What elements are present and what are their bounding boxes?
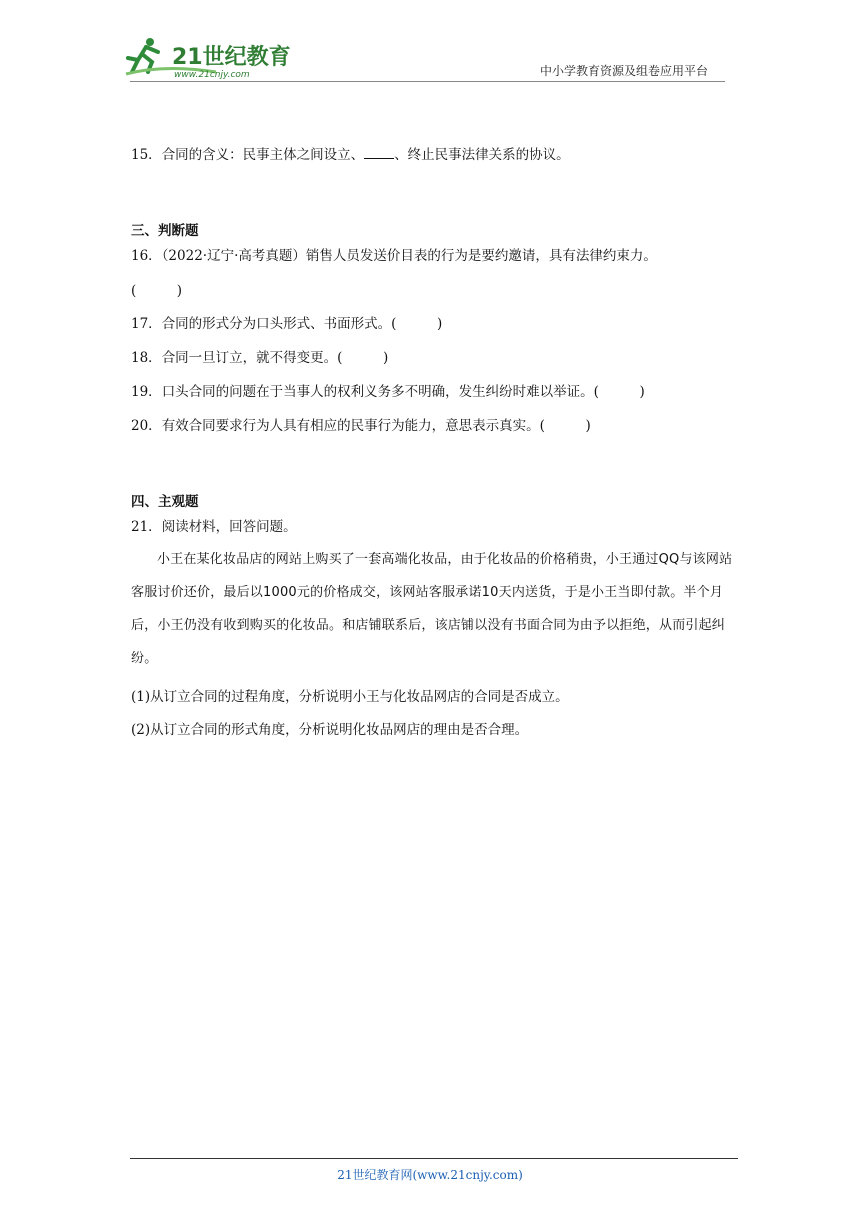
section-title-judgement: 三、判断题 [131,223,199,239]
question-15 [131,146,570,164]
answer-paren: ( ) [131,283,183,299]
question-20 [131,417,591,435]
sub-question-1: (1)从订立合同的过程角度，分析说明小王与化妆品网店的合同是否成立。 [131,689,569,705]
question-17 [131,315,442,333]
reading-material: 小王在某化妆品店的网站上购买了一套高端化妆品，由于化妆品的价格稍贵，小王通过QQ与该网站客服讨价还价，最后以1000元的价格成交，该网站客服承诺10天内送货，于是小王当即付款。半个月后，小王仍没有收到购买的化妆品。和店铺联系后，该店铺以没有书面合同为由予以拒绝，从而引起纠纷。 [131,552,733,666]
question-21 [131,518,297,536]
logo [124,34,294,82]
question-number: 21． [131,519,162,535]
question-text: 口头合同的问题在于当事人的权利义务多不明确，发生纠纷时难以举证。( ) [161,384,645,400]
question-text: （2022·辽宁·高考真题）销售人员发送价目表的行为是要约邀请，具有法律约束力。 [161,248,657,264]
logo-url-text: www.21cnjy.com [174,70,250,80]
question-number: 16． [131,248,162,264]
question-text: 阅读材料，回答问题。 [161,519,297,535]
question-text: 合同的形式分为口头形式、书面形式。( ) [161,316,443,332]
question-text: 合同一旦订立，就不得变更。( ) [161,350,389,366]
footer-link[interactable]: 21世纪教育网(www.21cnjy.com) [337,1168,523,1182]
question-19 [131,383,645,401]
header-divider [130,81,725,82]
question-text: 有效合同要求行为人具有相应的民事行为能力，意思表示真实。( ) [161,418,591,434]
fill-blank [364,146,394,159]
logo-brand-text: 21世纪教育 [172,45,291,70]
header-platform-text: 中小学教育资源及组卷应用平台 [540,64,709,78]
footer-divider [130,1158,738,1159]
question-number: 19． [131,384,162,400]
sub-question-2: (2)从订立合同的形式角度，分析说明化妆品网店的理由是否合理。 [131,722,529,738]
question-text-before: 合同的含义：民事主体之间设立、 [161,147,365,163]
question-number: 17． [131,316,162,332]
question-number: 18． [131,350,162,366]
question-number: 20． [131,418,162,434]
question-18 [131,349,388,367]
logo-icon [124,34,294,82]
question-16 [131,247,657,265]
question-number: 15． [131,147,162,163]
section-title-subjective: 四、主观题 [131,494,199,510]
question-text-after: 、终止民事法律关系的协议。 [394,147,570,163]
